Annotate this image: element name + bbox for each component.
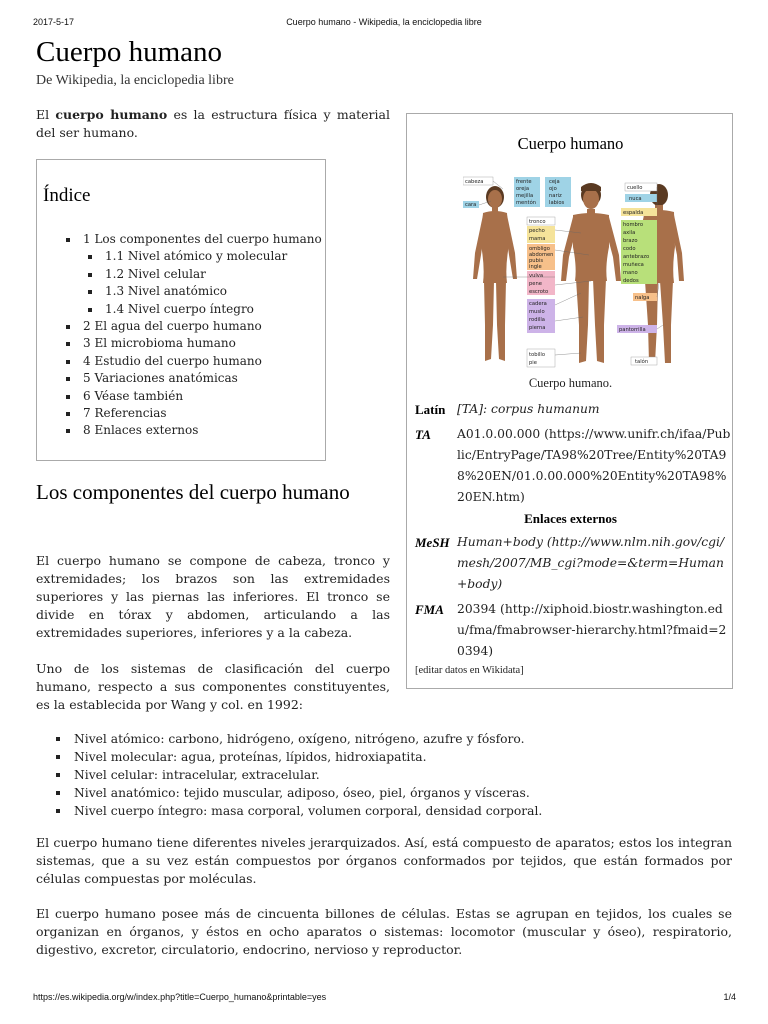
levels-list <box>36 730 542 820</box>
fig-label: tobillo <box>529 352 545 358</box>
fig-label: codo <box>623 246 636 252</box>
intro-rest: es la estructura física y material del ser humano. <box>36 107 390 140</box>
fig-label: labios <box>549 200 565 206</box>
list-item: Nivel atómico: carbono, hidrógeno, oxígeno, nitrógeno, azufre y fósforo. <box>36 730 542 748</box>
fig-label: ingle <box>529 264 542 270</box>
mesh-label: MeSH <box>415 535 450 550</box>
fig-label: mejilla <box>516 193 534 199</box>
toc-item[interactable]: 8 Enlaces externos <box>49 422 322 439</box>
fig-label: tronco <box>529 219 546 225</box>
body-paragraph: Uno de los sistemas de clasificación del cuerpo humano, respecto a sus componentes constituyentes, es la establecida por Wang y col. en 1992: <box>36 661 390 712</box>
body-paragraph: El cuerpo humano se compone de cabeza, tronco y extremidades; los brazos son las extremidades superiores y las piernas las inferiores. El tronco se divide en tórax y abdomen, articulando a las extremidades superiores, inferiores y a la cabeza. <box>36 553 390 640</box>
fig-label: dedos <box>623 278 639 284</box>
infobox-caption: Cuerpo humano. <box>528 376 613 390</box>
fig-label: mentón <box>516 200 537 206</box>
fig-label: antebrazo <box>623 254 650 260</box>
male-figure <box>561 183 621 363</box>
female-figure <box>473 186 517 361</box>
fig-label: pantorrilla <box>619 327 646 333</box>
fig-label: pene <box>529 281 542 287</box>
list-item: Nivel celular: intracelular, extracelular. <box>36 766 542 784</box>
fig-label: cuello <box>627 185 643 191</box>
ta-value-link[interactable]: A01.0.00.000 (https://www.unifr.ch/ifaa/Public/EntryPage/TA98%20Tree/Entity%20TA98%20EN/01.0.00.000%20Entity%20TA98%20EN.htm) <box>457 427 731 504</box>
fig-label: talón <box>635 359 649 365</box>
list-item: Nivel anatómico: tejido muscular, adiposo, óseo, piel, órganos y vísceras. <box>36 784 542 802</box>
latin-label: Latín <box>415 402 446 417</box>
fig-label: brazo <box>623 238 638 244</box>
fig-label: mama <box>529 236 546 242</box>
fig-label: espalda <box>623 210 644 216</box>
fma-label: FMA <box>415 602 444 617</box>
fig-label: axila <box>623 230 636 236</box>
print-url: https://es.wikipedia.org/w/index.php?title=Cuerpo_humano&printable=yes <box>33 992 327 1002</box>
body-diagram-image[interactable] <box>463 175 685 371</box>
toc-subitem[interactable]: 1.2 Nivel celular <box>49 266 322 283</box>
infobox <box>406 113 733 689</box>
infobox-title: Cuerpo humano <box>517 134 624 153</box>
fig-label: ceja <box>549 179 560 185</box>
toc-item[interactable]: 6 Véase también <box>49 388 322 405</box>
fig-label: nuca <box>629 196 642 202</box>
edit-wikidata-link[interactable]: [editar datos en Wikidata] <box>415 665 524 676</box>
toc-item[interactable]: 1 Los componentes del cuerpo humano 1.1 Nivel atómico y molecular 1.2 Nivel celular 1.3 Nivel anatómico 1.4 Nivel cuerpo íntegro <box>49 231 322 318</box>
fig-label: hombro <box>623 222 643 228</box>
fig-label: rodilla <box>529 317 545 323</box>
print-doc-title: Cuerpo humano - Wikipedia, la enciclopedia libre <box>286 17 482 27</box>
toc-item[interactable]: 2 El agua del cuerpo humano <box>49 318 322 335</box>
page-title: Cuerpo humano <box>36 36 223 68</box>
toc-subitem[interactable]: 1.3 Nivel anatómico <box>49 283 322 300</box>
fig-label: pierna <box>529 325 546 331</box>
list-item: Nivel cuerpo íntegro: masa corporal, volumen corporal, densidad corporal. <box>36 802 542 820</box>
mesh-value-link[interactable]: Human+body (http://www.nlm.nih.gov/cgi/mesh/2007/MB_cgi?mode=&term=Human+body) <box>457 535 725 591</box>
toc-sublist <box>83 248 322 318</box>
fig-label: mano <box>623 270 638 276</box>
fig-label: escroto <box>529 289 549 295</box>
fig-label: cabeza <box>465 179 484 185</box>
fig-label: cadera <box>529 301 547 307</box>
toc-list <box>49 231 322 440</box>
section-heading: Los componentes del cuerpo humano <box>36 480 350 504</box>
body-paragraph: El cuerpo humano tiene diferentes niveles jerarquizados. Así, está compuesto de aparatos; estos los integran sistemas, que a su vez están compuestos por órganos conformados por tejidos, que están formados por células compuestas por moléculas. <box>36 835 732 886</box>
body-paragraph: El cuerpo humano posee más de cincuenta billones de células. Estas se agrupan en tejidos, los cuales se organizan en órganos, y éstos en ocho aparatos o sistemas: locomotor (muscular y óseo), respiratorio, digestivo, excretor, circulatorio, endocrino, nervioso y reproductor. <box>36 906 732 957</box>
toc-subitem[interactable]: 1.1 Nivel atómico y molecular <box>49 248 322 265</box>
fig-label: nalga <box>635 295 650 301</box>
intro-paragraph <box>36 106 390 142</box>
fig-label: ojo <box>549 186 557 192</box>
ta-label: TA <box>415 427 431 442</box>
intro-prefix: El <box>36 107 56 122</box>
toc-item[interactable]: 3 El microbioma humano <box>49 335 322 352</box>
fig-label: muñeca <box>623 262 644 268</box>
fig-label: cara <box>465 202 477 208</box>
fma-value-link[interactable]: 20394 (http://xiphoid.biostr.washington.edu/fma/fmabrowser-hierarchy.html?fmaid=20394) <box>457 602 727 658</box>
fig-label: muslo <box>529 309 545 315</box>
print-page-number: 1/4 <box>723 992 736 1002</box>
fig-label: pecho <box>529 228 545 234</box>
latin-value: [TA]: corpus humanum <box>457 402 600 416</box>
toc-item[interactable]: 7 Referencias <box>49 405 322 422</box>
fig-label: oreja <box>516 186 530 192</box>
infobox-external-links-heading: Enlaces externos <box>524 511 617 526</box>
fig-label: pie <box>529 360 537 366</box>
table-of-contents <box>36 159 326 461</box>
fig-label: nariz <box>549 193 562 199</box>
fig-label: pubis <box>529 258 544 264</box>
toc-heading: Índice <box>43 185 91 206</box>
print-date: 2017-5-17 <box>33 17 75 27</box>
fig-label: abdomen <box>529 252 554 258</box>
toc-item[interactable]: 5 Variaciones anatómicas <box>49 370 322 387</box>
fig-label: ombligo <box>529 246 550 252</box>
toc-subitem[interactable]: 1.4 Nivel cuerpo íntegro <box>49 301 322 318</box>
toc-item[interactable]: 4 Estudio del cuerpo humano <box>49 353 322 370</box>
page-subtitle: De Wikipedia, la enciclopedia libre <box>36 73 234 88</box>
list-item: Nivel molecular: agua, proteínas, lípidos, hidroxiapatita. <box>36 748 542 766</box>
fig-label: frente <box>516 179 532 185</box>
intro-bold-term: cuerpo humano <box>55 107 168 122</box>
fig-label: vulva <box>529 273 544 279</box>
